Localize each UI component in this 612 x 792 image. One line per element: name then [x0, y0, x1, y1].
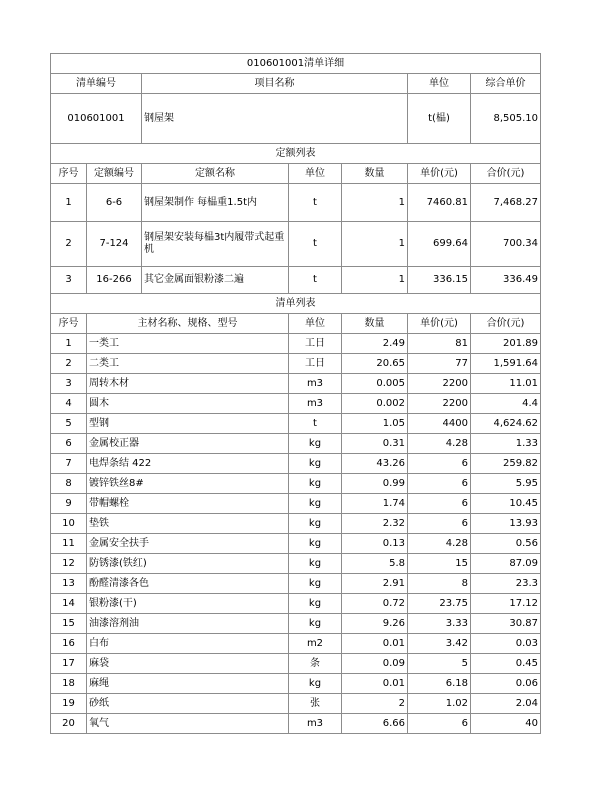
material-row: [51, 354, 541, 374]
material-cell-unit-price: 5: [408, 654, 471, 674]
item-name: 钢屋架: [142, 94, 408, 144]
material-cell-qty: 0.005: [342, 374, 408, 394]
item-code: 010601001: [51, 94, 142, 144]
material-cell-qty: 0.13: [342, 534, 408, 554]
material-row: [51, 334, 541, 354]
quota-cell-index: 2: [51, 222, 87, 267]
material-cell-unit-price: 6: [408, 454, 471, 474]
detail-table: [50, 53, 541, 734]
material-cell-name: 银粉漆(干): [87, 594, 289, 614]
material-cell-index: 5: [51, 414, 87, 434]
material-cell-name: 型钢: [87, 414, 289, 434]
material-cell-index: 17: [51, 654, 87, 674]
material-cell-unit: kg: [289, 434, 342, 454]
material-cell-index: 19: [51, 694, 87, 714]
material-cell-unit-price: 6.18: [408, 674, 471, 694]
item-unit: t(榀): [408, 94, 471, 144]
material-row: [51, 474, 541, 494]
quota-col-header: 定额名称: [142, 164, 289, 184]
material-row: [51, 494, 541, 514]
material-cell-total: 23.3: [471, 574, 541, 594]
material-cell-unit-price: 8: [408, 574, 471, 594]
quota-section-row: [51, 144, 541, 164]
material-row: [51, 634, 541, 654]
materials-col-header: 数量: [342, 314, 408, 334]
materials-col-header: 合价(元): [471, 314, 541, 334]
material-cell-index: 20: [51, 714, 87, 734]
material-cell-name: 白布: [87, 634, 289, 654]
material-cell-total: 2.04: [471, 694, 541, 714]
material-cell-total: 259.82: [471, 454, 541, 474]
material-cell-unit-price: 4.28: [408, 534, 471, 554]
quota-section-title: 定额列表: [51, 144, 541, 164]
material-cell-unit: m2: [289, 634, 342, 654]
materials-section-row: [51, 294, 541, 314]
material-cell-total: 30.87: [471, 614, 541, 634]
material-cell-qty: 20.65: [342, 354, 408, 374]
material-cell-name: 一类工: [87, 334, 289, 354]
material-row: [51, 674, 541, 694]
material-cell-unit: 工日: [289, 354, 342, 374]
quota-cell-unit-price: 336.15: [408, 267, 471, 294]
material-cell-index: 2: [51, 354, 87, 374]
material-cell-unit-price: 3.42: [408, 634, 471, 654]
quota-cell-name: 钢屋架安装每榀3t内履带式起重机: [142, 222, 289, 267]
quota-cell-code: 16-266: [87, 267, 142, 294]
material-cell-name: 酚醛清漆各色: [87, 574, 289, 594]
material-cell-qty: 2: [342, 694, 408, 714]
material-cell-index: 13: [51, 574, 87, 594]
material-cell-name: 油漆溶剂油: [87, 614, 289, 634]
material-cell-total: 87.09: [471, 554, 541, 574]
material-row: [51, 574, 541, 594]
material-cell-index: 16: [51, 634, 87, 654]
materials-col-header: 单价(元): [408, 314, 471, 334]
quota-cell-qty: 1: [342, 222, 408, 267]
material-cell-index: 4: [51, 394, 87, 414]
material-cell-unit-price: 81: [408, 334, 471, 354]
material-cell-unit: kg: [289, 534, 342, 554]
material-row: [51, 534, 541, 554]
material-cell-qty: 0.09: [342, 654, 408, 674]
material-cell-qty: 9.26: [342, 614, 408, 634]
quota-cell-index: 1: [51, 184, 87, 222]
material-cell-unit: kg: [289, 474, 342, 494]
material-cell-total: 10.45: [471, 494, 541, 514]
quota-col-header: 单价(元): [408, 164, 471, 184]
material-row: [51, 394, 541, 414]
material-row: [51, 374, 541, 394]
material-row: [51, 614, 541, 634]
material-cell-total: 0.45: [471, 654, 541, 674]
material-cell-unit: m3: [289, 394, 342, 414]
material-cell-name: 麻袋: [87, 654, 289, 674]
quota-cell-unit: t: [289, 267, 342, 294]
material-cell-index: 18: [51, 674, 87, 694]
quota-cell-name: 其它金属面银粉漆二遍: [142, 267, 289, 294]
quota-cell-code: 7-124: [87, 222, 142, 267]
material-cell-total: 0.03: [471, 634, 541, 654]
material-cell-total: 17.12: [471, 594, 541, 614]
material-cell-unit: kg: [289, 454, 342, 474]
materials-col-header: 主材名称、规格、型号: [87, 314, 289, 334]
material-cell-name: 垫铁: [87, 514, 289, 534]
material-cell-name: 砂纸: [87, 694, 289, 714]
quota-cell-code: 6-6: [87, 184, 142, 222]
material-row: [51, 594, 541, 614]
material-cell-index: 14: [51, 594, 87, 614]
material-cell-qty: 6.66: [342, 714, 408, 734]
material-cell-qty: 2.91: [342, 574, 408, 594]
material-cell-index: 11: [51, 534, 87, 554]
material-cell-total: 40: [471, 714, 541, 734]
quota-cell-unit-price: 7460.81: [408, 184, 471, 222]
material-cell-qty: 1.05: [342, 414, 408, 434]
material-cell-index: 7: [51, 454, 87, 474]
material-cell-total: 11.01: [471, 374, 541, 394]
material-cell-total: 1,591.64: [471, 354, 541, 374]
material-cell-unit-price: 6: [408, 474, 471, 494]
quota-row: [51, 267, 541, 294]
material-cell-qty: 5.8: [342, 554, 408, 574]
quota-cell-total: 7,468.27: [471, 184, 541, 222]
quota-col-header: 序号: [51, 164, 87, 184]
header-label-row: [51, 74, 541, 94]
quota-cell-total: 336.49: [471, 267, 541, 294]
material-cell-unit-price: 6: [408, 714, 471, 734]
material-cell-index: 1: [51, 334, 87, 354]
material-row: [51, 454, 541, 474]
materials-col-header: 单位: [289, 314, 342, 334]
material-cell-unit: 工日: [289, 334, 342, 354]
material-cell-unit: kg: [289, 594, 342, 614]
quota-col-header: 单位: [289, 164, 342, 184]
material-cell-index: 8: [51, 474, 87, 494]
material-cell-unit: kg: [289, 514, 342, 534]
material-row: [51, 414, 541, 434]
quota-cell-qty: 1: [342, 267, 408, 294]
material-cell-qty: 1.74: [342, 494, 408, 514]
name-label: 项目名称: [142, 74, 408, 94]
material-cell-name: 镀锌铁丝8#: [87, 474, 289, 494]
quota-cell-unit: t: [289, 222, 342, 267]
unit-label: 单位: [408, 74, 471, 94]
quota-col-header: 定额编号: [87, 164, 142, 184]
material-cell-name: 金属安全扶手: [87, 534, 289, 554]
quota-header-row: [51, 164, 541, 184]
material-cell-unit: m3: [289, 374, 342, 394]
material-cell-unit-price: 15: [408, 554, 471, 574]
material-cell-name: 氧气: [87, 714, 289, 734]
code-label: 清单编号: [51, 74, 142, 94]
material-cell-total: 4,624.62: [471, 414, 541, 434]
material-cell-name: 二类工: [87, 354, 289, 374]
material-row: [51, 434, 541, 454]
material-cell-qty: 43.26: [342, 454, 408, 474]
material-cell-qty: 0.99: [342, 474, 408, 494]
quota-col-header: 合价(元): [471, 164, 541, 184]
quota-row: [51, 184, 541, 222]
material-cell-unit-price: 6: [408, 494, 471, 514]
material-cell-total: 13.93: [471, 514, 541, 534]
material-cell-unit-price: 2200: [408, 374, 471, 394]
material-cell-unit: kg: [289, 574, 342, 594]
material-row: [51, 554, 541, 574]
material-cell-unit: kg: [289, 614, 342, 634]
quota-cell-total: 700.34: [471, 222, 541, 267]
quota-col-header: 数量: [342, 164, 408, 184]
materials-col-header: 序号: [51, 314, 87, 334]
material-cell-name: 带帽螺栓: [87, 494, 289, 514]
material-cell-unit: 条: [289, 654, 342, 674]
material-cell-unit-price: 2200: [408, 394, 471, 414]
material-row: [51, 514, 541, 534]
material-cell-index: 12: [51, 554, 87, 574]
quota-cell-qty: 1: [342, 184, 408, 222]
header-value-row: [51, 94, 541, 144]
material-cell-index: 10: [51, 514, 87, 534]
quota-cell-unit-price: 699.64: [408, 222, 471, 267]
material-cell-index: 3: [51, 374, 87, 394]
quota-cell-index: 3: [51, 267, 87, 294]
material-cell-qty: 0.01: [342, 674, 408, 694]
material-cell-unit: 张: [289, 694, 342, 714]
material-cell-unit-price: 4.28: [408, 434, 471, 454]
material-cell-unit: kg: [289, 674, 342, 694]
material-cell-name: 麻绳: [87, 674, 289, 694]
material-cell-unit-price: 1.02: [408, 694, 471, 714]
material-cell-unit: m3: [289, 714, 342, 734]
materials-header-row: [51, 314, 541, 334]
material-cell-qty: 0.01: [342, 634, 408, 654]
material-cell-total: 4.4: [471, 394, 541, 414]
material-cell-name: 金属校正器: [87, 434, 289, 454]
material-cell-unit: t: [289, 414, 342, 434]
material-cell-index: 6: [51, 434, 87, 454]
material-cell-index: 15: [51, 614, 87, 634]
material-cell-name: 圆木: [87, 394, 289, 414]
quota-cell-unit: t: [289, 184, 342, 222]
price-label: 综合单价: [471, 74, 541, 94]
material-cell-index: 9: [51, 494, 87, 514]
material-cell-name: 周转木材: [87, 374, 289, 394]
material-cell-qty: 0.31: [342, 434, 408, 454]
material-row: [51, 694, 541, 714]
material-cell-unit: kg: [289, 494, 342, 514]
material-cell-total: 0.06: [471, 674, 541, 694]
material-cell-unit-price: 23.75: [408, 594, 471, 614]
material-cell-unit: kg: [289, 554, 342, 574]
material-cell-unit-price: 4400: [408, 414, 471, 434]
quota-row: [51, 222, 541, 267]
material-cell-total: 0.56: [471, 534, 541, 554]
material-cell-unit-price: 77: [408, 354, 471, 374]
material-cell-qty: 2.32: [342, 514, 408, 534]
materials-section-title: 清单列表: [51, 294, 541, 314]
table-title: 010601001清单详细: [51, 54, 541, 74]
material-row: [51, 714, 541, 734]
material-cell-unit-price: 6: [408, 514, 471, 534]
material-cell-total: 1.33: [471, 434, 541, 454]
material-row: [51, 654, 541, 674]
title-row: [51, 54, 541, 74]
material-cell-name: 防锈漆(铁红): [87, 554, 289, 574]
material-cell-qty: 0.72: [342, 594, 408, 614]
quota-cell-name: 钢屋架制作 每榀重1.5t内: [142, 184, 289, 222]
material-cell-qty: 2.49: [342, 334, 408, 354]
item-price: 8,505.10: [471, 94, 541, 144]
material-cell-total: 201.89: [471, 334, 541, 354]
material-cell-qty: 0.002: [342, 394, 408, 414]
material-cell-unit-price: 3.33: [408, 614, 471, 634]
material-cell-total: 5.95: [471, 474, 541, 494]
material-cell-name: 电焊条结 422: [87, 454, 289, 474]
